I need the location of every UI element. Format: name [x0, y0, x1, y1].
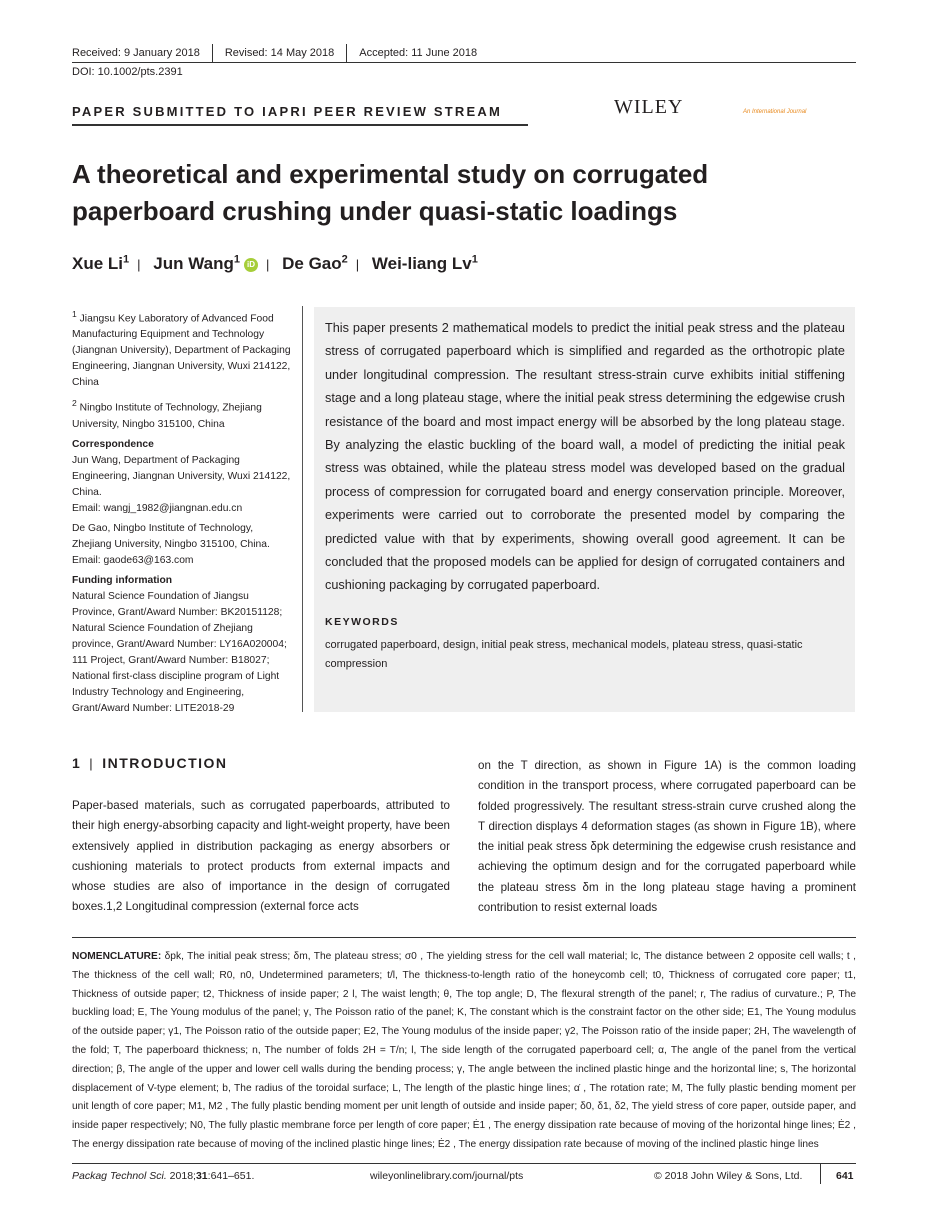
email[interactable]: Email: wangj_1982@jiangnan.edu.cn	[72, 502, 243, 514]
author: Jun Wang$^1$ iD	[153, 254, 258, 273]
divider	[72, 937, 856, 938]
journal-tagline: An International Journal	[743, 109, 807, 115]
orcid-icon[interactable]: iD	[244, 258, 258, 272]
keywords-heading: KEYWORDS	[325, 615, 399, 628]
abstract-text: This paper presents 2 mathematical models to predict the initial peak stress and the plateau stress of corrugated paperboard which is simplified and regarded as the orthotropic plate under longitudinal compression. The resultant stress-strain curve exhibits initial stiffening stage and a long plateau stage, where the initial peak stress determining the edgewise crush resistance of the board and most impact energy will be absorbed by the long plateau stage. By analyzing the elastic buckling of the board wall, a model of predicting the initial peak stress was obtained, while the plateau stress model was developed based on the gradual process of compression for corrugated board and energy conservation principle. Moreover, experiments were carried out to corroborate the presented model by comparing the predicted value with that by experiments, showing overall good agreement. It can be concluded that the proposed models can be applied for design of corrugated containers and cushioning packaging by corrugated paperboard.	[325, 321, 845, 593]
divider	[72, 62, 856, 63]
publisher-logo: WILEY	[614, 96, 684, 118]
page-number: 641	[836, 1170, 854, 1182]
revised-date: Revised: 14 May 2018	[213, 44, 347, 62]
author: Xue Li$^1$	[72, 253, 130, 273]
footer-citation: Packag Technol Sci. 2018;31:641–651.	[72, 1170, 255, 1182]
stream-label: PAPER SUBMITTED TO IAPRI PEER REVIEW STREAM	[72, 104, 502, 119]
intro-right-column: on the T direction, as shown in Figure 1A) is the common loading condition in the transport process, where corrugated paperboard can be folded progressively. The resultant stress-strain curve crushed along the T direction displays 4 deformation stages (as shown in Figure 1B), where the initial peak stress δpk determining the edgewise crush resistance and achieving the optimum design and for the corrugated paperboard while the plateau stress δm in the long plateau stage having a prominent contribution to resist external loads	[478, 759, 856, 915]
history-dates	[72, 44, 489, 62]
paper-title: A theoretical and experimental study on corrugated paperboard crushing under quasi-static loadings	[72, 159, 709, 226]
correspondence-heading: Correspondence	[72, 438, 154, 450]
affiliation: $^1$ Jiangsu Key Laboratory of Advanced Food Manufacturing Equipment and Technology (Jiangnan University), Department of Packaging Engineering, Jiangnan University, Wuxi 214122, China	[72, 309, 291, 389]
accepted-date: Accepted: 11 June 2018	[359, 47, 478, 59]
nomenclature: NOMENCLATURE: δpk, The initial peak stress; δm, The plateau stress; σ0 , The yielding stress for the cell wall material; lc, The distance between 2 opposite cell walls; t , The thickness of the cell wall; R0, n0, Undetermined parameters; t/l, The thickness-to-length ratio of the honeycomb cell; t0, Thickness of corrugated core paper; t1, Thickness of outside paper; t2, Thickness of inside paper; 2 l, The waist length; θ, The top angle; D, The flexural strength of the panel; r, The radius of curvature.; P, The buckling load; E, The Young modulus of the panel; γ, The Poisson ratio of the panel; K, The constant which is the constraint factor on the other side; E1, The Young modulus of the outside paper; γ1, The Poisson ratio of the outside paper; E2, The Young modulus of the inside paper; γ2, The Poisson ratio of the inside paper; 2H, The wavelength of the fold; T, The paperboard thickness; n, The number of folds 2H = T/n; l, The side length of the corrugated paperboard cell; α, The angle of the panel from the vertical direction; β, The angle of the upper and lower cell walls during the bending process; γ, The angle between the inclined plastic hinge and the horizontal line; s, The horizontal displacement of V-type element; b, The radius of the toroidal surface; L, The length of the plastic hinge lines; α̇ , The rotation rate; M, The fully plastic bending moment per unit length of core paper; M1, M2 , The fully plastic bending moment per unit length of outside and inside paper; δ0, δ1, δ2, The yield stress of core paper, outside paper, and inside paper respectively; N0, The fully plastic membrane force per length of core paper; Ė1 , The energy dissipation rate because of moving of the horizontal hinge lines; Ė2 , The energy dissipation rate because of moving of the inclined plastic hinge lines; Ė2 , The energy dissipation rate because of moving of the inclined plastic hinge lines	[72, 951, 856, 1150]
intro-left-column: Paper-based materials, such as corrugated paperboards, attributed to their high energy-absorbing capacity and light-weight property, have been extensively applied in distribution packaging as energy absorbers or cushioning materials to protect products from external impacts and whose studies are also of importance in the design of corrugated boxes.1,2 Longitudinal compression (external force acts	[72, 799, 450, 914]
received-date: Received: 9 January 2018	[72, 44, 213, 62]
funding-heading: Funding information	[72, 574, 173, 586]
author-list: Xue Li$^1$ | Jun Wang$^1$ iD | De Gao$^2$ | Wei-liang Lv$^1$	[72, 253, 478, 273]
funding-text: Natural Science Foundation of Jiangsu Province, Grant/Award Number: BK20151128; Natural Science Foundation of Zhejiang province, Grant/Award Number: LY16A020004; 111 Project, Grant/Award Number: B18027; National first-class discipline program of Light Industry Technology and Engineering, Grant/Award Number: LITE2018-29	[72, 590, 287, 714]
divider	[72, 124, 528, 126]
doi[interactable]: DOI: 10.1002/pts.2391	[72, 66, 183, 78]
author-info-column	[72, 306, 294, 721]
correspondence-text: Jun Wang, Department of Packaging Engineering, Jiangnan University, Wuxi 214122, China.	[72, 454, 291, 498]
keywords: corrugated paperboard, design, initial peak stress, mechanical models, plateau stress, quasi-static compression	[325, 638, 803, 670]
section-heading: 1 | INTRODUCTION	[72, 755, 228, 771]
correspondence-text: De Gao, Ningbo Institute of Technology, Zhejiang University, Ningbo 315100, China.	[72, 522, 270, 550]
divider	[72, 1163, 856, 1164]
email[interactable]: Email: gaode63@163.com	[72, 554, 194, 566]
author: De Gao$^2$	[282, 253, 348, 273]
affiliation: $^2$ Ningbo Institute of Technology, Zhejiang University, Ningbo 315100, China	[72, 398, 262, 430]
column-divider	[302, 306, 303, 712]
abstract-box	[314, 307, 855, 712]
author: Wei-liang Lv$^1$	[371, 253, 478, 273]
footer-url[interactable]: wileyonlinelibrary.com/journal/pts	[370, 1170, 524, 1182]
divider	[820, 1164, 821, 1184]
footer-copyright: © 2018 John Wiley & Sons, Ltd.	[654, 1170, 803, 1182]
